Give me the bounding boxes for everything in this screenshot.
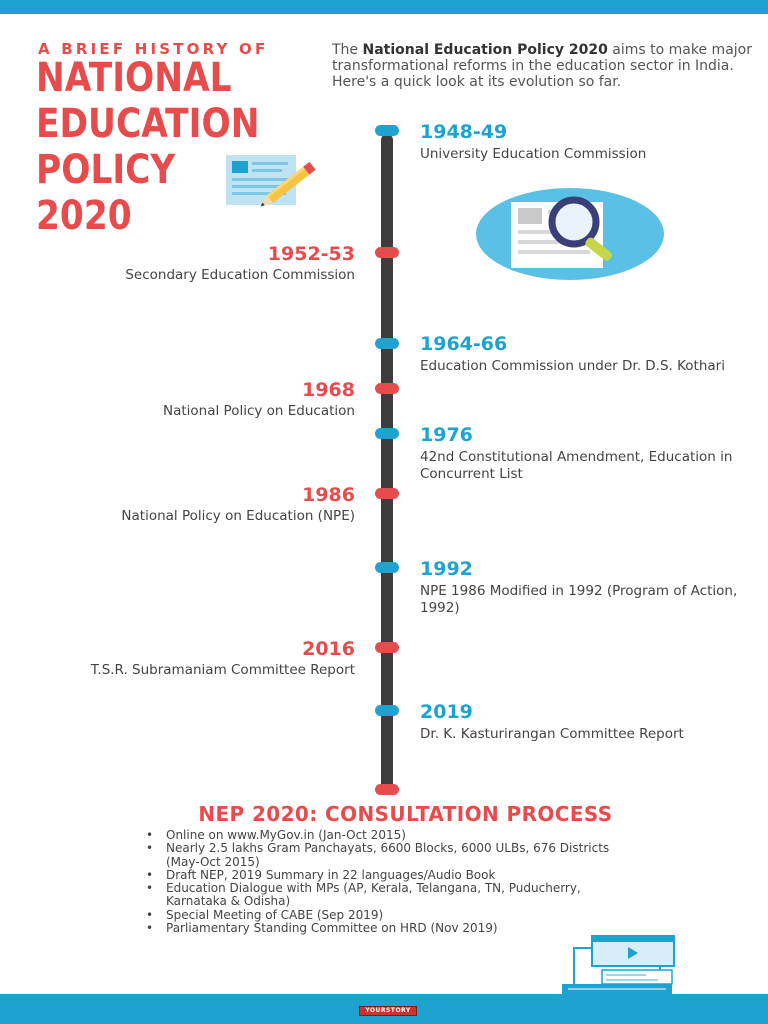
timeline-year: 1976 <box>420 424 473 446</box>
timeline-dot <box>375 247 399 258</box>
yourstory-logo: YOURSTORY <box>359 1006 417 1016</box>
intro-prefix: The <box>332 42 363 58</box>
timeline-year: 1952-53 <box>267 243 355 265</box>
title-line: POLICY <box>36 147 176 193</box>
document-pencil-icon <box>226 155 326 209</box>
timeline-year: 1964-66 <box>420 333 508 355</box>
timeline-end-dot <box>375 784 399 795</box>
timeline-year: 2019 <box>420 701 473 723</box>
timeline-dot <box>375 562 399 573</box>
timeline-year: 1992 <box>420 558 473 580</box>
timeline-year: 1948-49 <box>420 121 508 143</box>
timeline-description: Education Commission under Dr. D.S. Kothari <box>420 358 725 374</box>
page-kicker: A BRIEF HISTORY OF <box>38 40 269 58</box>
timeline-dot <box>375 488 399 499</box>
timeline-description: University Education Commission <box>420 146 647 162</box>
timeline-dot <box>375 338 399 349</box>
laptop-video-icon <box>562 934 682 996</box>
list-item: • Education Dialogue with MPs (AP, Kerala, Telangana, TN, Puducherry, Karnataka & Odisha) <box>146 882 616 909</box>
timeline-dot <box>375 428 399 439</box>
list-item: • Draft NEP, 2019 Summary in 22 languages/Audio Book <box>146 869 616 882</box>
list-item: • Nearly 2.5 lakhs Gram Panchayats, 6600 Blocks, 6000 ULBs, 676 Districts (May-Oct 2015) <box>146 842 616 869</box>
intro-suffix: aims to make major transformational reforms in the education sector in India. Here's a quick look at its evolution so far. <box>332 42 752 90</box>
timeline-year: 2016 <box>302 638 355 660</box>
magnifier-document-icon <box>476 188 664 280</box>
top-accent-bar <box>0 0 768 14</box>
title-line: 2020 <box>36 193 132 239</box>
intro-text <box>332 42 757 90</box>
timeline-dot <box>375 383 399 394</box>
timeline-line <box>381 134 393 790</box>
timeline-dot <box>375 125 399 136</box>
timeline-description: 42nd Constitutional Amendment, Education in Concurrent List <box>420 449 733 482</box>
timeline-description: T.S.R. Subramaniam Committee Report <box>90 662 355 678</box>
consultation-list <box>146 829 616 935</box>
timeline-dot <box>375 705 399 716</box>
timeline-description: NPE 1986 Modified in 1992 (Program of Action, 1992) <box>420 583 738 616</box>
title-line: EDUCATION <box>36 101 260 147</box>
timeline-description: National Policy on Education <box>163 403 355 419</box>
intro-bold: National Education Policy 2020 <box>362 42 608 58</box>
title-line: NATIONAL <box>36 55 232 101</box>
list-item: • Parliamentary Standing Committee on HRD (Nov 2019) <box>146 922 616 935</box>
timeline-dot <box>375 642 399 653</box>
timeline-description: Dr. K. Kasturirangan Committee Report <box>420 726 684 742</box>
list-item: • Online on www.MyGov.in (Jan-Oct 2015) <box>146 829 616 842</box>
timeline-description: National Policy on Education (NPE) <box>121 508 355 524</box>
page-title <box>36 55 277 239</box>
list-item: • Special Meeting of CABE (Sep 2019) <box>146 909 616 922</box>
timeline-year: 1968 <box>302 379 355 401</box>
timeline-year: 1986 <box>302 484 355 506</box>
timeline-description: Secondary Education Commission <box>125 267 355 283</box>
consultation-title: NEP 2020: CONSULTATION PROCESS <box>198 802 613 826</box>
